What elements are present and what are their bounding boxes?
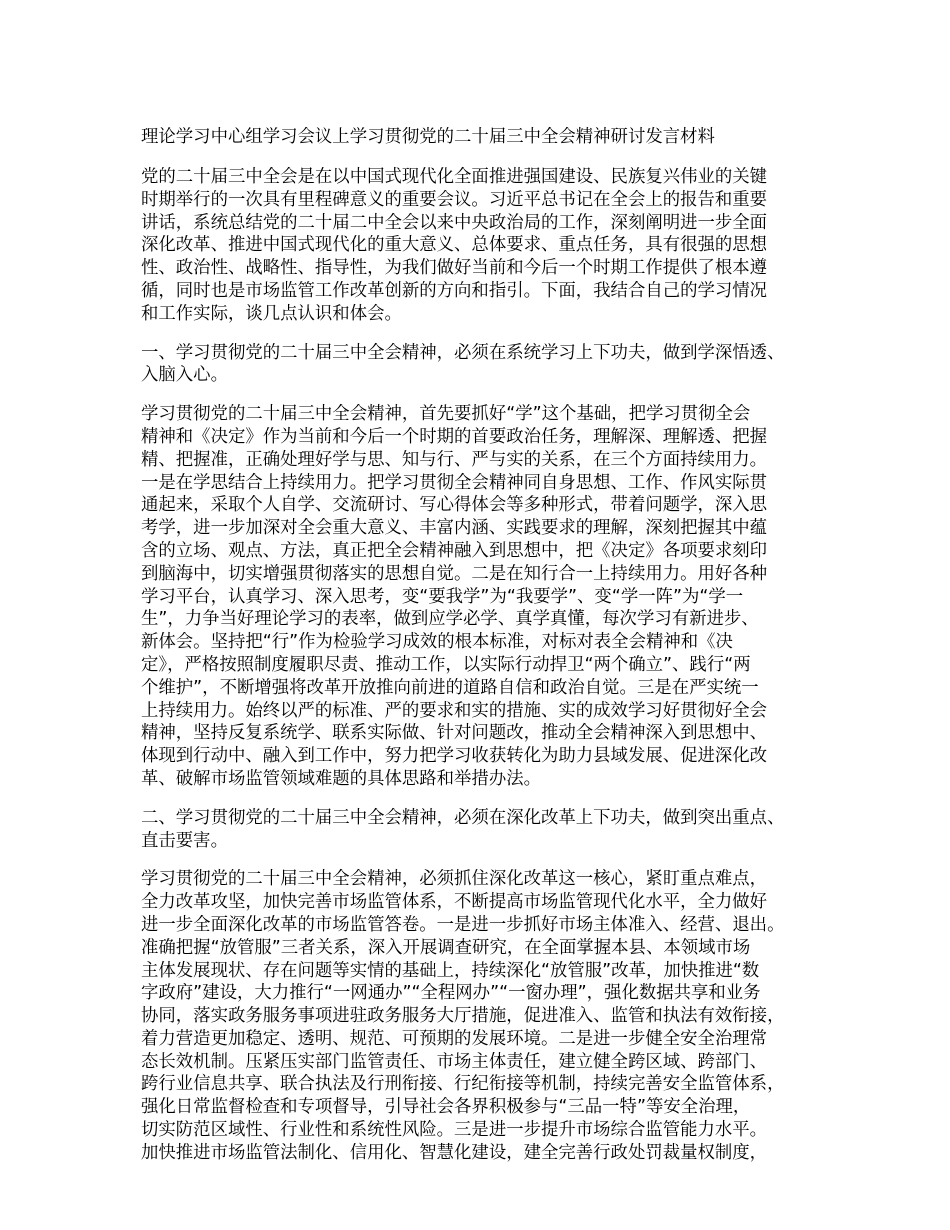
paragraph-line: 跨行业信息共享、联合执法及行刑衔接、行纪衔接等机制，持续完善安全监管体系， (141, 1074, 785, 1095)
paragraph-line: 着力营造更加稳定、透明、规范、可预期的发展环境。二是进一步健全安全治理常 (141, 1028, 768, 1049)
document-body (141, 166, 827, 1165)
paragraph-line: 学习贯彻党的二十届三中全会精神，必须抓住深化改革这一核心，紧盯重点难点， (141, 869, 768, 890)
paragraph-line: 学习平台，认真学习、深入思考，变“要我学”为“我要学”、变“学一阵”为“学一 (141, 586, 744, 607)
paragraph-line: 切实防范区域性、行业性和系统性风险。三是进一步提升市场综合监管能力水平。 (141, 1120, 768, 1141)
paragraph (141, 807, 827, 853)
paragraph-line: 定》，严格按照制度履职尽责、推动工作，以实际行动捍卫“两个确立”、践行“两 (141, 654, 751, 675)
paragraph-line: 进一步全面深化改革的市场监管答卷。一是进一步抓好市场主体准入、经营、退出。 (141, 914, 785, 935)
paragraph-line: 全力改革攻坚，加快完善市场监管体系，不断提高市场监管现代化水平，全力做好 (141, 892, 768, 913)
paragraph-line: 学习贯彻党的二十届三中全会精神，首先要抓好“学”这个基础，把学习贯彻全会 (141, 404, 751, 425)
paragraph-line: 革、破解市场监管领域难题的具体思路和举措办法。 (141, 768, 541, 789)
paragraph-line: 精神，坚持反复系统学、联系实际做、针对问题改，推动全会精神深入到思想中、 (141, 723, 768, 744)
paragraph-line: 和工作实际，谈几点认识和体会。 (141, 303, 402, 324)
paragraph-line: 讲话，系统总结党的二十届二中全会以来中央政治局的工作，深刻阐明进一步全面 (141, 212, 768, 233)
paragraph-line: 一是在学思结合上持续用力。把学习贯彻全会精神同自身思想、工作、作风实际贯 (141, 472, 768, 493)
paragraph-line: 时期举行的一次具有里程碑意义的重要会议。习近平总书记在全会上的报告和重要 (141, 189, 768, 210)
document-page (141, 126, 827, 1181)
paragraph-line: 主体发展现状、存在问题等实情的基础上，持续深化“放管服”改革，加快推进“数 (141, 960, 760, 981)
paragraph-line: 强化日常监督检查和专项督导，引导社会各界积极参与“三品一特”等安全治理， (141, 1097, 751, 1118)
paragraph-line: 个维护”，不断增强将改革开放推向前进的道路自信和政治自觉。三是在严实统一 (141, 677, 759, 698)
paragraph-line: 二、学习贯彻党的二十届三中全会精神，必须在深化改革上下功夫，做到突出重点、 (141, 807, 785, 828)
paragraph (141, 403, 827, 791)
paragraph-line: 到脑海中，切实增强贯彻落实的思想自觉。二是在知行合一上持续用力。用好各种 (141, 563, 768, 584)
paragraph-line: 入脑入心。 (141, 365, 228, 386)
document-title: 理论学习中心组学习会议上学习贯彻党的二十届三中全会精神研讨发言材料 (141, 127, 715, 147)
paragraph-line: 加快推进市场监管法制化、信用化、智慧化建设，建全完善行政处罚裁量权制度， (141, 1142, 768, 1163)
paragraph (141, 166, 827, 326)
paragraph (141, 868, 827, 1164)
paragraph-line: 一、学习贯彻党的二十届三中全会精神，必须在系统学习上下功夫，做到学深悟透、 (141, 342, 785, 363)
paragraph-line: 直击要害。 (141, 830, 228, 851)
paragraph-line: 通起来，采取个人自学、交流研讨、写心得体会等多种形式，带着问题学，深入思 (141, 495, 768, 516)
paragraph-line: 精神和《决定》作为当前和今后一个时期的首要政治任务，理解深、理解透、把握 (141, 426, 768, 447)
paragraph-line: 协同，落实政务服务事项进驻政务服务大厅措施，促进准入、监管和执法有效衔接， (141, 1006, 785, 1027)
paragraph-line: 字政府”建设，大力推行“一网通办”“全程网办”“一窗办理”，强化数据共享和业务 (141, 983, 761, 1004)
paragraph-line: 新体会。坚持把“行”作为检验学习成效的根本标准，对标对表全会精神和《决 (141, 632, 733, 653)
paragraph-line: 体现到行动中、融入到工作中，努力把学习收获转化为助力县域发展、促进深化改 (141, 746, 768, 767)
paragraph-line: 考学，进一步加深对全会重大意义、丰富内涵、实践要求的理解，深刻把握其中蕴 (141, 518, 768, 539)
paragraph (141, 342, 827, 388)
paragraph-line: 准确把握“放管服”三者关系，深入开展调查研究，在全面掌握本县、本领域市场 (141, 937, 751, 958)
paragraph-line: 性、政治性、战略性、指导性，为我们做好当前和今后一个时期工作提供了根本遵 (141, 258, 768, 279)
paragraph-line: 上持续用力。始终以严的标准、严的要求和实的措施、实的成效学习好贯彻好全会 (141, 700, 768, 721)
paragraph-line: 循，同时也是市场监管工作改革创新的方向和指引。下面，我结合自己的学习情况 (141, 280, 768, 301)
paragraph-line: 党的二十届三中全会是在以中国式现代化全面推进强国建设、民族复兴伟业的关键 (141, 167, 768, 187)
paragraph-line: 生”，力争当好理论学习的表率，做到应学必学、真学真懂，每次学习有新进步、 (141, 609, 759, 630)
paragraph-line: 态长效机制。压紧压实部门监管责任、市场主体责任，建立健全跨区域、跨部门、 (141, 1051, 768, 1072)
paragraph-line: 含的立场、观点、方法，真正把全会精神融入到思想中，把《决定》各项要求刻印 (141, 540, 768, 561)
paragraph-line: 深化改革、推进中国式现代化的重大意义、总体要求、重点任务，具有很强的思想 (141, 235, 768, 256)
paragraph-line: 精、把握准，正确处理好学与思、知与行、严与实的关系，在三个方面持续用力。 (141, 449, 768, 470)
